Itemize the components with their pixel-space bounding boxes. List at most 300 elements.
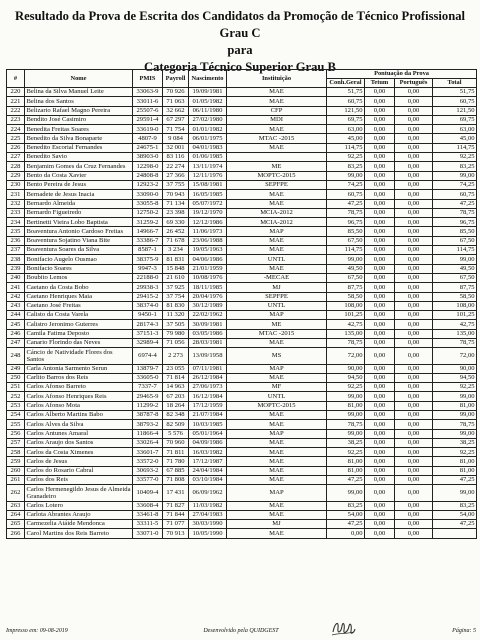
cell-nascimento: 26/12/1984 [189,373,227,382]
cell-total: 49,50 [433,264,477,273]
table-row [7,448,477,457]
cell-portugues: 0,00 [395,171,433,180]
cell-nome: Carla Antonia Sarmento Serun [25,364,133,373]
table-row [7,485,477,501]
cell-portugues: 0,00 [395,218,433,227]
cell-payroll: 82 348 [163,410,189,419]
cell-conh-geral: 99,00 [327,392,365,401]
cell-total: 51,75 [433,88,477,97]
table-row [7,264,477,273]
cell-conh-geral: 87,75 [327,283,365,292]
cell-nascimento: 11/06/1973 [189,227,227,236]
cell-nascimento: 04/09/1986 [189,438,227,447]
cell-nome: Bonifacio Soares [25,264,133,273]
cell-tetum: 0,00 [365,420,395,429]
table-row [7,218,477,227]
cell-conh-geral: 69,75 [327,115,365,124]
cell-total: 99,00 [433,485,477,501]
cell-payroll: 67 885 [163,466,189,475]
cell-conh-geral: 99,00 [327,429,365,438]
cell-conh-geral: 99,00 [327,485,365,501]
cell-payroll: 37 754 [163,292,189,301]
cell-payroll: 70 913 [163,529,189,538]
cell-conh-geral: 99,00 [327,410,365,419]
cell-nascimento: 13/11/1974 [189,162,227,171]
cell-portugues: 0,00 [395,320,433,329]
cell-nascimento: 19/09/1981 [189,88,227,97]
cell-instituicao: MAE [227,264,327,273]
cell-pmis: 33461-8 [133,510,163,519]
cell-nome: Bernadete de Jesus Inacia [25,190,133,199]
cell-tetum: 0,00 [365,190,395,199]
cell-payroll: 82 509 [163,420,189,429]
cell-row-number: 251 [7,383,25,392]
cell-pmis: 12750-2 [133,208,163,217]
table-row [7,97,477,106]
cell-total: 114,75 [433,143,477,152]
table-row [7,227,477,236]
cell-payroll: 70 926 [163,88,189,97]
cell-instituicao: MOPTC-2015 [227,171,327,180]
cell-nome: Bendito José Casimiro [25,115,133,124]
cell-instituicao: MAE [227,476,327,485]
cell-tetum: 0,00 [365,106,395,115]
cell-instituicao: UNTL [227,255,327,264]
table-row [7,255,477,264]
cell-row-number: 256 [7,429,25,438]
handwritten-signature [330,618,356,638]
page-number: Página: 5 [452,628,476,634]
cell-total: 108,00 [433,301,477,310]
cell-nome: Bertinetti Vieira Lobo Baptista [25,218,133,227]
cell-tetum: 0,00 [365,88,395,97]
cell-nascimento: 24/04/1984 [189,466,227,475]
table-row [7,143,477,152]
cell-tetum: 0,00 [365,457,395,466]
cell-conh-geral: 114,75 [327,143,365,152]
cell-conh-geral: 60,75 [327,97,365,106]
cell-nome: Boaventura Soares da Silva [25,246,133,255]
cell-pmis: 33619-0 [133,125,163,134]
cell-payroll: 15 848 [163,264,189,273]
cell-payroll: 71 077 [163,520,189,529]
cell-row-number: 249 [7,364,25,373]
cell-instituicao: MAE [227,373,327,382]
cell-row-number: 255 [7,420,25,429]
cell-conh-geral: 99,00 [327,171,365,180]
cell-payroll: 71 056 [163,339,189,348]
cell-payroll: 3 234 [163,246,189,255]
cell-portugues: 0,00 [395,420,433,429]
cell-pmis: 30693-2 [133,466,163,475]
table-row [7,301,477,310]
cell-nascimento: 16/12/1984 [189,392,227,401]
title-line-1: Resultado da Prova de Escrita dos Candidatos da Promoção de Técnico Profissional Grau C [14,9,466,40]
cell-pmis: 11866-4 [133,429,163,438]
cell-pmis: 31259-2 [133,218,163,227]
cell-payroll: 69 330 [163,218,189,227]
table-row [7,180,477,189]
cell-row-number: 230 [7,180,25,189]
cell-row-number: 246 [7,329,25,338]
cell-total: 74,25 [433,180,477,189]
cell-nome: Caetano da Costa Bobo [25,283,133,292]
cell-nome: Carlos Alberto Martins Babo [25,410,133,419]
cell-conh-geral: 42,75 [327,320,365,329]
cell-total: 69,75 [433,115,477,124]
cell-pmis: 32989-4 [133,339,163,348]
cell-row-number: 244 [7,311,25,320]
cell-tetum: 0,00 [365,373,395,382]
cell-instituicao: MCIA-2012 [227,208,327,217]
cell-instituicao: MJ [227,520,327,529]
table-row [7,246,477,255]
cell-nome: Belina dos Santos [25,97,133,106]
cell-payroll: 71 678 [163,236,189,245]
cell-payroll: 71 134 [163,199,189,208]
cell-row-number: 236 [7,236,25,245]
cell-nascimento: 07/11/1981 [189,364,227,373]
cell-pmis: 14966-7 [133,227,163,236]
cell-nascimento: 01/01/1982 [189,125,227,134]
cell-pmis: 9450-1 [133,311,163,320]
cell-nascimento: 03/05/1986 [189,329,227,338]
cell-conh-geral: 92,25 [327,153,365,162]
table-row [7,373,477,382]
cell-nascimento: 15/08/1981 [189,180,227,189]
cell-nome: Bento da Costa Xavier [25,171,133,180]
cell-portugues: 0,00 [395,283,433,292]
cell-nascimento: 16/05/1985 [189,190,227,199]
cell-portugues: 0,00 [395,180,433,189]
cell-pmis: 8587-1 [133,246,163,255]
cell-instituicao: MAE [227,339,327,348]
cell-conh-geral: 92,25 [327,448,365,457]
table-row [7,134,477,143]
cell-pmis: 33601-7 [133,448,163,457]
cell-nome: Bonifacio Augelo Ousmao [25,255,133,264]
cell-row-number: 242 [7,292,25,301]
col-header-conh-geral: Conh.Geral [327,79,365,88]
cell-payroll: 81 831 [163,255,189,264]
cell-nome: Carol Martins dos Reis Barreto [25,529,133,538]
cell-portugues: 0,00 [395,520,433,529]
cell-tetum: 0,00 [365,115,395,124]
table-row [7,199,477,208]
cell-nome: Carlos da Costa Ximenes [25,448,133,457]
cell-tetum: 0,00 [365,383,395,392]
cell-tetum: 0,00 [365,329,395,338]
cell-portugues: 0,00 [395,190,433,199]
cell-nome: Boaventura Antonio Cardoso Freitas [25,227,133,236]
table-row [7,529,477,538]
printed-date: Impresso em: 09-08-2019 [6,628,68,634]
cell-row-number: 266 [7,529,25,538]
cell-portugues: 0,00 [395,236,433,245]
cell-payroll: 67 297 [163,115,189,124]
cell-total: 60,75 [433,190,477,199]
cell-nascimento: 19/05/1963 [189,246,227,255]
cell-tetum: 0,00 [365,410,395,419]
cell-nascimento: 17/12/1987 [189,457,227,466]
cell-conh-geral: 108,00 [327,301,365,310]
cell-instituicao: MAP [227,311,327,320]
cell-pmis: 33063-9 [133,88,163,97]
cell-row-number: 237 [7,246,25,255]
cell-instituicao: MAE [227,236,327,245]
cell-total: 96,75 [433,218,477,227]
cell-pmis: 38374-0 [133,301,163,310]
cell-row-number: 260 [7,466,25,475]
cell-total: 81,00 [433,466,477,475]
cell-nome: Boubito Lemos [25,273,133,282]
cell-instituicao: MAE [227,88,327,97]
cell-instituicao: ME [227,320,327,329]
cell-portugues: 0,00 [395,199,433,208]
cell-row-number: 245 [7,320,25,329]
cell-portugues: 0,00 [395,88,433,97]
cell-nascimento: 20/04/1976 [189,292,227,301]
cell-tetum: 0,00 [365,339,395,348]
cell-instituicao: MAP [227,485,327,501]
table-row [7,311,477,320]
col-header-instituicao: Instituição [227,70,327,88]
col-header-number: # [7,70,25,88]
col-header-portugues: Português [395,79,433,88]
cell-conh-geral: 121,50 [327,106,365,115]
cell-pmis: 33026-4 [133,438,163,447]
cell-pmis: 10409-4 [133,485,163,501]
cell-total: 83,25 [433,162,477,171]
cell-portugues: 0,00 [395,264,433,273]
cell-portugues: 0,00 [395,106,433,115]
cell-instituicao: MAE [227,246,327,255]
cell-total: 99,00 [433,171,477,180]
cell-instituicao: MS [227,348,327,364]
cell-total: 85,50 [433,227,477,236]
cell-nascimento: 13/09/1958 [189,348,227,364]
cell-row-number: 228 [7,162,25,171]
table-row [7,329,477,338]
cell-total: 72,00 [433,348,477,364]
cell-payroll: 11 320 [163,311,189,320]
cell-nome: Caetano José Freitas [25,301,133,310]
cell-portugues: 0,00 [395,153,433,162]
table-row [7,501,477,510]
cell-payroll: 70 943 [163,190,189,199]
cell-payroll: 71 754 [163,125,189,134]
col-header-payroll: Payroll [163,70,189,88]
cell-nome: Carlos Araujo dos Santos [25,438,133,447]
cell-instituicao: MAE [227,510,327,519]
cell-nascimento: 28/03/1981 [189,339,227,348]
cell-instituicao: UNTL [227,392,327,401]
cell-tetum: 0,00 [365,143,395,152]
cell-payroll: 22 274 [163,162,189,171]
cell-payroll: 9 084 [163,134,189,143]
cell-nascimento: 30/09/1981 [189,320,227,329]
cell-portugues: 0,00 [395,364,433,373]
cell-total: 83,25 [433,501,477,510]
cell-total: 92,25 [433,448,477,457]
cell-instituicao: MAE [227,97,327,106]
cell-instituicao: MAE [227,466,327,475]
cell-nome: Carlos Afonso Henriques Reis [25,392,133,401]
cell-portugues: 0,00 [395,255,433,264]
cell-conh-geral: 47,25 [327,199,365,208]
cell-nome: Boaventura Sojatino Viana Bite [25,236,133,245]
cell-payroll: 71 827 [163,501,189,510]
cell-pmis: 38793-2 [133,420,163,429]
cell-portugues: 0,00 [395,457,433,466]
cell-nascimento: 16/03/1982 [189,448,227,457]
cell-conh-geral: 67,50 [327,236,365,245]
cell-instituicao: MAP [227,429,327,438]
cell-conh-geral: 51,75 [327,88,365,97]
cell-nome: Carlos Lotero [25,501,133,510]
cell-nascimento: 10/05/1990 [189,529,227,538]
cell-payroll: 26 452 [163,227,189,236]
table-row [7,392,477,401]
cell-total: 54,00 [433,510,477,519]
cell-portugues: 0,00 [395,383,433,392]
results-table [6,69,477,539]
cell-portugues: 0,00 [395,501,433,510]
document-header [0,8,480,76]
cell-row-number: 250 [7,373,25,382]
developed-by: Desenvolvido pela QUIDGEST [203,628,279,634]
cell-portugues: 0,00 [395,292,433,301]
cell-tetum: 0,00 [365,227,395,236]
cell-row-number: 232 [7,199,25,208]
cell-pmis: 6974-4 [133,348,163,364]
cell-row-number: 239 [7,264,25,273]
cell-tetum: 0,00 [365,236,395,245]
cell-tetum: 0,00 [365,273,395,282]
table-row [7,339,477,348]
cell-tetum: 0,00 [365,199,395,208]
cell-conh-geral: 99,00 [327,255,365,264]
cell-instituicao: SEPFPE [227,180,327,189]
cell-row-number: 234 [7,218,25,227]
cell-instituicao: MJ [227,283,327,292]
cell-payroll: 67 203 [163,392,189,401]
cell-nascimento: 04/01/1983 [189,143,227,152]
cell-instituicao: MAE [227,410,327,419]
cell-instituicao: MAE [227,438,327,447]
cell-nome: Cáncio de Natividade Flores dos Santos [25,348,133,364]
cell-tetum: 0,00 [365,264,395,273]
cell-pmis: 33577-0 [133,476,163,485]
cell-conh-geral: 38,25 [327,438,365,447]
cell-total: 99,00 [433,255,477,264]
cell-row-number: 221 [7,97,25,106]
cell-instituicao: MAP [227,227,327,236]
cell-payroll: 23 398 [163,208,189,217]
cell-pmis: 7337-7 [133,383,163,392]
cell-payroll: 70 960 [163,438,189,447]
cell-total: 42,75 [433,320,477,329]
table-row [7,190,477,199]
cell-payroll: 32 662 [163,106,189,115]
cell-tetum: 0,00 [365,246,395,255]
cell-pmis: 28174-3 [133,320,163,329]
cell-row-number: 233 [7,208,25,217]
cell-pmis: 33572-0 [133,457,163,466]
col-header-pmis: PMIS [133,70,163,88]
cell-payroll: 71 844 [163,510,189,519]
cell-instituicao: -MECAE [227,273,327,282]
cell-payroll: 79 980 [163,329,189,338]
cell-tetum: 0,00 [365,392,395,401]
cell-nome: Carlito Barros dos Reis [25,373,133,382]
cell-instituicao: MCIA-2012 [227,218,327,227]
cell-pmis: 4807-9 [133,134,163,143]
cell-instituicao: MAE [227,420,327,429]
cell-nome: Caetano Henriques Maia [25,292,133,301]
cell-portugues: 0,00 [395,429,433,438]
cell-nome: Bernardo Almeida [25,199,133,208]
table-row [7,171,477,180]
cell-tetum: 0,00 [365,97,395,106]
cell-pmis: 24675-1 [133,143,163,152]
cell-tetum: 0,00 [365,476,395,485]
cell-total: 38,25 [433,438,477,447]
cell-row-number: 247 [7,339,25,348]
cell-pmis: 33608-4 [133,501,163,510]
table-row [7,283,477,292]
cell-nome: Carlos Afonso Mota [25,401,133,410]
cell-nascimento: 10/03/1985 [189,420,227,429]
cell-total: 81,00 [433,457,477,466]
cell-total: 60,75 [433,97,477,106]
cell-row-number: 227 [7,153,25,162]
cell-tetum: 0,00 [365,153,395,162]
cell-nascimento: 04/06/1986 [189,255,227,264]
cell-total: 47,25 [433,199,477,208]
cell-portugues: 0,00 [395,227,433,236]
cell-total: 78,75 [433,339,477,348]
cell-nascimento: 01/05/1982 [189,97,227,106]
cell-tetum: 0,00 [365,162,395,171]
cell-payroll: 83 116 [163,153,189,162]
cell-row-number: 252 [7,392,25,401]
cell-nome: Benedita Freitas Soares [25,125,133,134]
cell-payroll: 37 925 [163,283,189,292]
cell-nascimento: 03/10/1984 [189,476,227,485]
cell-payroll: 71 808 [163,476,189,485]
table-row [7,125,477,134]
cell-nascimento: 27/04/1983 [189,510,227,519]
cell-total: 92,25 [433,383,477,392]
cell-nascimento: 27/06/1973 [189,383,227,392]
cell-row-number: 229 [7,171,25,180]
cell-portugues: 0,00 [395,485,433,501]
table-row [7,115,477,124]
cell-portugues: 0,00 [395,392,433,401]
cell-portugues: 0,00 [395,273,433,282]
cell-row-number: 238 [7,255,25,264]
cell-total: 63,00 [433,125,477,134]
cell-total [433,529,477,538]
cell-row-number: 254 [7,410,25,419]
cell-tetum: 0,00 [365,283,395,292]
col-header-tetum: Tetum [365,79,395,88]
cell-tetum: 0,00 [365,438,395,447]
cell-row-number: 257 [7,438,25,447]
cell-conh-geral: 47,25 [327,476,365,485]
table-row [7,273,477,282]
